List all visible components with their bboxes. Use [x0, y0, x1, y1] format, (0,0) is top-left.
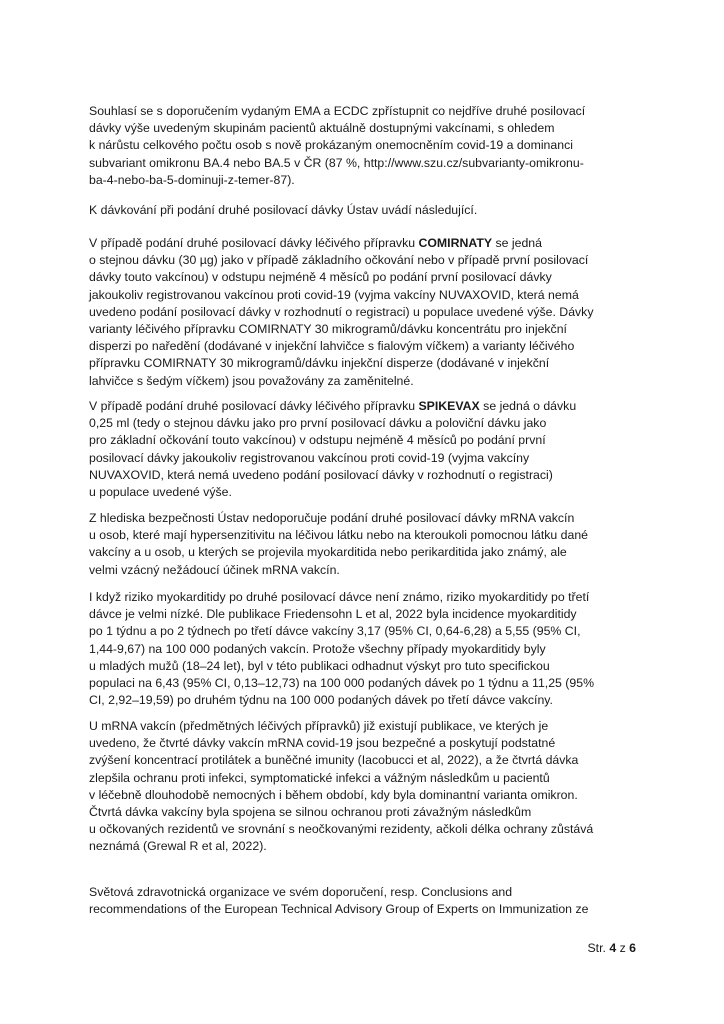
text-line: varianty léčivého přípravku COMIRNATY 30 mikrogramů/dávku koncentrátu pro injekční	[89, 322, 567, 337]
text-line: recommendations of the European Technical Advisory Group of Experts on Immunization ze	[89, 902, 589, 917]
text-line: zvýšení koncentrací protilátek a buněčné imunity (Iacobucci et al, 2022), a že čtvrtá dávka	[89, 753, 579, 768]
text-line: neznámá (Grewal R et al, 2022).	[89, 839, 267, 854]
text-line: 0,25 ml (tedy o stejnou dávku jako pro první posilovací dávku a poloviční dávku jako	[89, 416, 547, 431]
page-number	[587, 940, 636, 956]
text-line: o stejnou dávku (30 µg) jako v případě základního očkování nebo v případě první posilovací	[89, 253, 589, 268]
text-line: Světová zdravotnická organizace ve svém doporučení, resp. Conclusions and	[89, 885, 513, 899]
paragraph-dosing-intro	[89, 202, 636, 219]
text-line: ba-4-nebo-ba-5-dominuji-z-temer-87).	[89, 172, 295, 187]
text-line: K dávkování při podání druhé posilovací dávky Ústav uvádí následující.	[89, 203, 478, 217]
text-line: subvariant omikronu BA.4 nebo BA.5 v ČR (87 %, http://www.szu.cz/subvarianty-omikronu-	[89, 155, 584, 170]
paragraph-ema-ecdc	[89, 103, 636, 189]
text-line: v léčebně dlouhodobě nemocných i během období, kdy byla dominantní varianta omikron.	[89, 787, 578, 802]
text-line: jakoukoliv registrovanou vakcínou proti covid-19 (vyjma vakcíny NUVAXOVID, která nemá	[89, 287, 579, 302]
text-line: NUVAXOVID, která nemá uvedeno podání posilovací dávky v rozhodnutí o registraci)	[89, 467, 553, 482]
text-line: CI, 2,92–19,59) po druhém týdnu na 100 000 podaných dávek po třetí dávce vakcíny.	[89, 693, 553, 708]
text-line: V případě podání druhé posilovací dávky léčivého přípravku SPIKEVAX se jedná o dávku	[89, 399, 577, 413]
text-line: 1,44-9,67) na 100 000 podaných vakcín. Protože všechny případy myokarditidy byly	[89, 641, 546, 656]
paragraph-who	[89, 884, 636, 918]
text-line: V případě podání druhé posilovací dávky léčivého přípravku COMIRNATY se jedná	[89, 236, 542, 250]
text-line: posilovací dávky jakoukoliv registrovanou vakcínou proti covid-19 (vyjma vakcíny	[89, 450, 530, 465]
text-line: populaci na 6,43 (95% CI, 0,13–12,73) na 100 000 podaných dávek po 1 týdnu a 11,25 (95%	[89, 676, 595, 691]
text-line: dávce je velmi nízké. Dle publikace Friedensohn L et al, 2022 byla incidence myokarditidy	[89, 607, 577, 622]
text-line: dávky výše uvedeným skupinám pacientů aktuálně dostupnými vakcínami, s ohledem	[89, 121, 555, 136]
paragraph-safety	[89, 510, 636, 579]
text-line: u populace uvedené výše.	[89, 485, 232, 500]
text-line: zlepšila ochranu proti infekci, symptomatické infekci a vážným následkům u pacientů	[89, 770, 550, 785]
text-line: U mRNA vakcín (předmětných léčivých přípravků) již existují publikace, ve kterých je	[89, 719, 549, 733]
text-line: Souhlasí se s doporučením vydaným EMA a ECDC zpřístupnit co nejdříve druhé posilovací	[89, 104, 586, 118]
text-line: u očkovaných rezidentů ve srovnání s neočkovanými rezidenty, ačkoli délka ochrany zůstává	[89, 822, 594, 837]
text-line: vakcíny a u osob, u kterých se projevila myokarditida nebo perikarditida jako známý, ale	[89, 545, 567, 560]
paragraph-spikevax	[89, 398, 636, 501]
text-line: velmi vzácný nežádoucí účinek mRNA vakcín.	[89, 562, 340, 577]
page-number-prefix: Str.	[587, 941, 610, 955]
text-line: Čtvrtá dávka vakcíny byla spojena se silnou ochranou proti závažným následkům	[89, 805, 532, 820]
text-line: Z hlediska bezpečnosti Ústav nedoporučuje podání druhé posilovací dávky mRNA vakcín	[89, 511, 575, 525]
text-line: lahvičce s šedým víčkem) jsou považovány za zaměnitelné.	[89, 373, 414, 388]
paragraph-fourth-dose	[89, 718, 636, 856]
text-line: disperzi po naředění (dodávané v injekční lahvičce s fialovým víčkem) a varianty léčivého	[89, 339, 575, 354]
text-line: pro základní očkování touto vakcínou) v odstupu nejméně 4 měsíců po podání první	[89, 433, 546, 448]
text-line: po 1 týdnu a po 2 týdnech po třetí dávce vakcíny 3,17 (95% CI, 0,64-6,28) a 5,55 (95% CI,	[89, 624, 581, 639]
text-line: uvedeno podání posilovací dávky v rozhodnutí o registraci) u populace uvedené výše. Dávky	[89, 304, 594, 319]
text-line: I když riziko myokarditidy po druhé posilovací dávce není známo, riziko myokarditidy po třetí	[89, 590, 590, 604]
paragraph-myocarditis-risk	[89, 589, 636, 709]
text-line: přípravku COMIRNATY 30 mikrogramů/dávku injekční disperze (dodávané v injekční	[89, 356, 550, 371]
page-number-total: 6	[629, 941, 636, 955]
text-line: u mladých mužů (18–24 let), byl v této publikaci odhadnut výskyt pro tuto specifickou	[89, 658, 550, 673]
text-line: dávky touto vakcínou) v odstupu nejméně 4 měsíců po podání první posilovací dávky	[89, 270, 552, 285]
text-line: k nárůstu celkového počtu osob s nově prokázaným onemocněním covid-19 a dominanci	[89, 138, 573, 153]
text-line: uvedeno, že čtvrté dávky vakcín mRNA covid-19 jsou bezpečné a poskytují podstatné	[89, 736, 556, 751]
text-line: u osob, které mají hypersenzitivitu na léčivou látku nebo na kteroukoli pomocnou látku dané	[89, 528, 589, 543]
paragraph-comirnaty	[89, 235, 636, 390]
page-number-separator: z	[616, 941, 630, 955]
page-number-current: 4	[609, 941, 617, 955]
